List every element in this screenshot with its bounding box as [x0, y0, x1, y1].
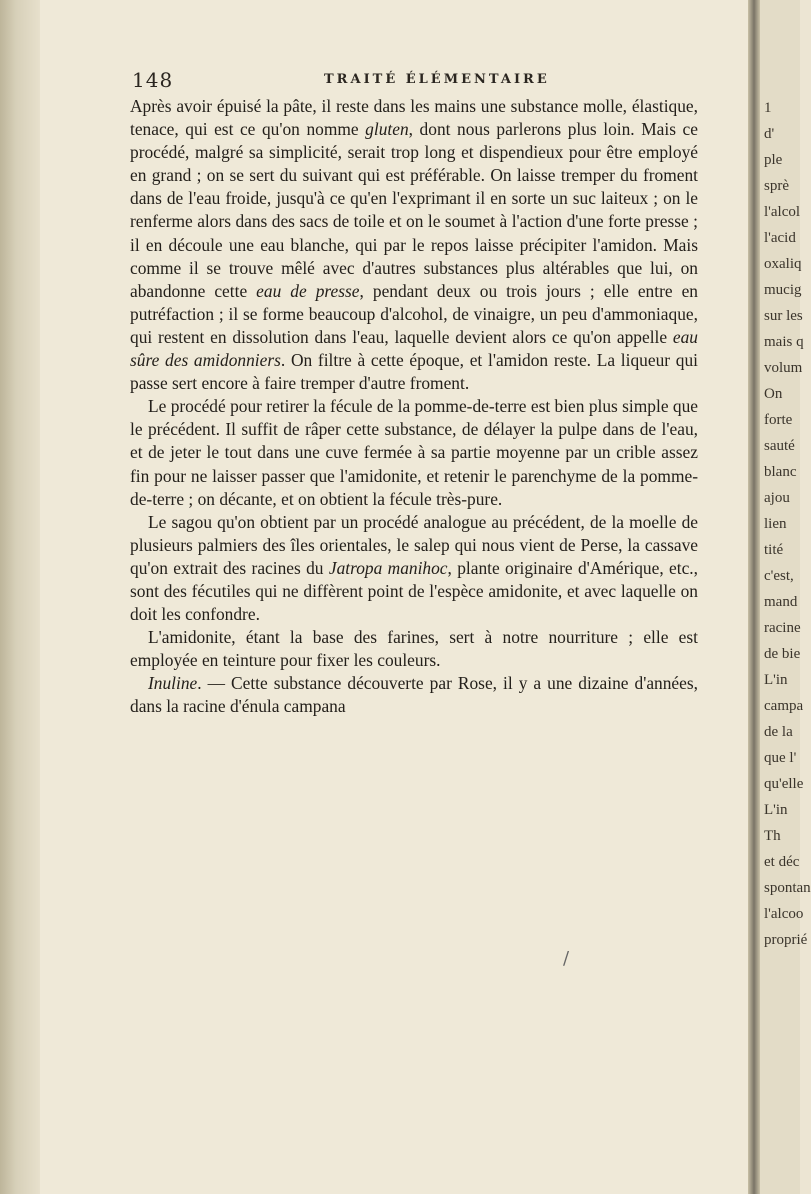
paragraph	[130, 511, 698, 626]
text-run: , dont nous parlerons plus loin. Mais ce procédé, malgré sa simplicité, serait trop long et dispendieux pour être employé en grand ; on se sert du suivant qui est préférable. On laisse tremper du froment dans de l'eau froide, jusqu'à ce qu'en l'exprimant il en sorte un suc laiteux ; on le renferme alors dans des sacs de toile et on le soumet à l'action d'une forte presse ; il en découle une eau blanche, qui par le repos laisse précipiter l'amidon. Mais comme il se trouve mêlé avec d'autres substances plus altérables que lui, on abandonne cette	[130, 119, 698, 301]
adjacent-page-fragment: proprié	[764, 932, 808, 948]
pencil-mark: /	[563, 948, 570, 969]
adjacent-page-fragment: racine	[764, 620, 801, 636]
adjacent-page-fragment: que l'	[764, 750, 797, 766]
italic-run: Jatropa manihoc	[328, 557, 448, 578]
adjacent-page-fragment: mais q	[764, 334, 804, 350]
italic-run: Inuline	[148, 673, 198, 694]
text-run: . — Cette substance découverte par Rose, il y a une dizaine d'années, dans la racine d'énula campana	[130, 673, 698, 717]
text-run: . On filtre à cette époque, et l'amidon reste. La liqueur qui passe sert encore à faire tremper d'autre froment.	[130, 350, 698, 394]
adjacent-page-fragment: ple	[764, 152, 783, 168]
adjacent-page-fragment: et déc	[764, 854, 800, 870]
body-text	[130, 95, 698, 719]
adjacent-page-fragment: de bie	[764, 646, 801, 662]
binding-gutter	[0, 0, 40, 1194]
page-fold	[748, 0, 760, 1194]
italic-run: eau sûre des amidonniers	[130, 326, 698, 371]
adjacent-page-fragment: spontan	[764, 880, 811, 896]
adjacent-page-fragment: de la	[764, 724, 793, 740]
adjacent-page-edge	[760, 0, 811, 1194]
running-title: TRAITÉ ÉLÉMENTAIRE	[324, 72, 550, 87]
adjacent-page-fragment: sprè	[764, 178, 789, 194]
text-run: , plante originaire d'Amérique, etc., sont des fécutiles qui ne diffèrent point de l'espèce amidonite, et avec laquelle on doit les confondre.	[130, 557, 698, 625]
italic-run: eau de presse	[256, 280, 360, 301]
adjacent-page-fragment: Th	[764, 828, 781, 844]
adjacent-page-fragment: 1	[764, 100, 772, 116]
text-run: , pendant deux ou trois jours ; elle entre en putréfaction ; il se forme beaucoup d'alcohol, de vinaigre, un peu d'ammoniaque, qui restent en dissolution dans l'eau, laquelle devient alors ce qu'on appelle	[130, 280, 698, 347]
adjacent-page-fragment: mand	[764, 594, 798, 610]
text-run: Le procédé pour retirer la fécule de la pomme-de-terre est bien plus simple que le précédent. Il suffit de râper cette substance, de délayer la pulpe dans de l'eau, et de jeter le tout dans une cuve fermée à sa partie moyenne par un crible assez fin pour ne laisser passer que l'amidonite, et retenir le parenchyme de la pomme-de-terre ; on décante, et on obtient la fécule très-pure.	[130, 396, 698, 509]
adjacent-page-fragment: On	[764, 386, 783, 402]
text-run: Après avoir épuisé la pâte, il reste dans les mains une substance molle, élastique, tenace, qui est ce qu'on nomme	[130, 96, 698, 140]
adjacent-page-fragment: forte	[764, 412, 793, 428]
adjacent-page-fragment: L'in	[764, 802, 788, 818]
adjacent-page-fragment: qu'elle	[764, 776, 804, 792]
adjacent-page-fragment: volum	[764, 360, 803, 376]
paragraph	[130, 672, 698, 718]
page-number: 148	[132, 68, 174, 92]
adjacent-page-fragment: c'est,	[764, 568, 794, 584]
adjacent-page-fragment: l'alcol	[764, 204, 801, 220]
text-run: L'amidonite, étant la base des farines, sert à notre nourriture ; elle est employée en teinture pour fixer les couleurs.	[130, 627, 698, 671]
adjacent-page-fragment: lien	[764, 516, 787, 532]
page-header	[132, 68, 692, 92]
paragraph	[130, 95, 698, 395]
adjacent-page-fragment: tité	[764, 542, 784, 558]
adjacent-page-fragment: mucig	[764, 282, 802, 298]
adjacent-page-fragment: campa	[764, 698, 804, 714]
adjacent-page-fragment: blanc	[764, 464, 797, 480]
text-run: Le sagou qu'on obtient par un procédé analogue au précédent, de la moelle de plusieurs palmiers des îles orientales, le salep qui nous vient de Perse, la cassave qu'on extrait des racines du	[130, 511, 698, 578]
adjacent-page-fragment: ajou	[764, 490, 790, 506]
adjacent-page-fragment: L'in	[764, 672, 788, 688]
adjacent-page-fragment: l'acid	[764, 230, 796, 246]
paragraph	[130, 626, 698, 672]
adjacent-page-fragment: d'	[764, 126, 775, 142]
italic-run: gluten	[365, 119, 409, 140]
adjacent-page-fragment: sauté	[764, 438, 795, 454]
adjacent-page-fragment: l'alcoo	[764, 906, 804, 922]
adjacent-page-fragment: oxaliq	[764, 256, 802, 272]
adjacent-page-fragment: sur les	[764, 308, 803, 324]
paragraph	[130, 395, 698, 510]
